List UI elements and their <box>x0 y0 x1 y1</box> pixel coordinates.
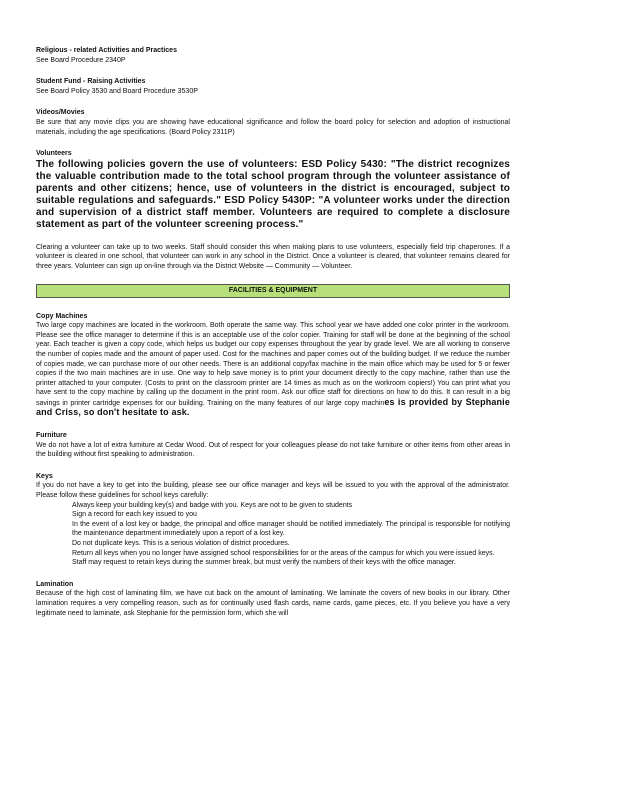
religious-heading: Religious - related Activities and Practices <box>36 47 177 54</box>
section-religious <box>36 46 510 65</box>
section-volunteers <box>36 149 510 231</box>
section-fundraising <box>36 77 510 96</box>
copy-heading: Copy Machines <box>36 312 88 320</box>
fundraising-heading: Student Fund - Raising Activities <box>36 78 146 86</box>
keys-list-item-text: In the event of a lost key or badge, the principal and office manager should be notified immediately. The principal is responsible for notifying the maintenance department immediately upon a report of a lost key. <box>72 520 510 538</box>
keys-list-item-text: Always keep your building key(s) and badge with you. Keys are not to be given to students <box>72 501 353 509</box>
furniture-heading: Furniture <box>36 432 67 440</box>
volunteers-clearing: Clearing a volunteer can take up to two weeks. Staff should consider this when making plans to use volunteers, especially field trip chaperones. If a volunteer is cleared in one school, that volunteer can work in any school in the District. Once a volunteer is cleared, that volunteer remains cleared for three years. Volunteer can sign up on-line through via the District Website — Community — Volunteer. <box>36 243 510 270</box>
keys-list-item-text: Return all keys when you no longer have assigned school responsibilities for or the areas of the campus for which you were issued keys. <box>72 549 495 557</box>
document-page <box>36 46 510 630</box>
religious-line: See Board Procedure 2340P <box>36 56 126 64</box>
keys-list-item-text: Do not duplicate keys. This is a serious violation of district procedures. <box>72 540 290 547</box>
copy-text: Two large copy machines are located in the workroom. Both operate the same way. This school year we have added one color printer in the workroom. Please see the office manager to determine if this is an acceptable use of the color copier. Training for staff will be done at the beginning of the school year. Each teacher is given a copy code, which helps us budget our copy expenses throughout the year by grade level. We are all working to conserve the number of copies made and the amount of paper used. Cost for the machines and paper comes out of the building budget. If we reduce the number of copies made, we can purchase more of our other needs. There is an additional copy/fax machine in the main office which may be used for 5 or fewer copies if the two main machines are in use. One way to help save money is to print your document directly to the copy machine, rather than use the printer attached to your computer. (Costs to print on the classroom printer are 14 times as much as on the workroom copiers!) You can print what you have sent to the copy machine by calling up the document in the print room. Ask our office staff for directions on how to do this. It can result in a big savings in printer cartridge expenses for our building. Training on the many features of our large copy machin <box>36 322 510 407</box>
fundraising-line: See Board Policy 3530 and Board Procedure 3530P <box>36 87 198 95</box>
videos-text: Be sure that any movie clips you are showing have educational significance and follow the board policy for selection and adoption of instructional materials, including the age specifications. (Board Policy 2311P) <box>36 118 510 136</box>
furniture-text: We do not have a lot of extra furniture at Cedar Wood. Out of respect for your colleagues please do not take furniture or other items from other areas in the building without first speaking to administration. <box>36 441 510 459</box>
videos-heading: Videos/Movies <box>36 109 85 117</box>
section-volunteer-clearing <box>36 243 510 272</box>
keys-list-item <box>36 558 510 568</box>
section-keys <box>36 472 510 568</box>
copy-text-tail: es is provided by Stephanie and Criss, so don't hesitate to ask. <box>36 396 510 418</box>
keys-list-item-text: Staff may request to retain keys during the summer break, but must verify the numbers of their keys with the office manager. <box>72 559 456 567</box>
keys-list-item <box>36 549 510 559</box>
keys-guidelines-list <box>36 501 510 568</box>
volunteers-policy: The following policies govern the use of volunteers: ESD Policy 5430: "The district recognizes the valuable contribution made to the total school program through the volunteer assistance of parents and other citizens; hence, use of volunteers in the district is encouraged, subject to suitable regulations and safeguards." ESD Policy 5430P: "A volunteer works under the direction and supervision of a district staff member. Volunteers are required to complete a disclosure statement as part of the volunteer screening process." <box>36 158 510 230</box>
lamination-text: Because of the high cost of laminating film, we have cut back on the amount of laminating. We laminate the covers of new books in our library. Other lamination requires a very compelling reason, such as for continually used flash cards, name cards, game pieces, etc. If you believe you have a very legitimate need to laminate, ask Stephanie for the permission form, which she will <box>36 590 510 617</box>
facilities-equipment-banner: FACILITIES & EQUIPMENT <box>36 284 510 298</box>
keys-list-item <box>36 539 510 549</box>
section-copy-machines <box>36 312 510 420</box>
keys-heading: Keys <box>36 472 53 480</box>
keys-intro: If you do not have a key to get into the building, please see our office manager and keys will be issued to you with the approval of the administrator. Please follow these guidelines for school keys carefully: <box>36 482 510 500</box>
keys-list-item <box>36 520 510 539</box>
volunteers-heading: Volunteers <box>36 150 72 158</box>
section-lamination <box>36 580 510 618</box>
keys-list-item-text: Sign a record for each key issued to you <box>72 511 197 519</box>
lamination-heading: Lamination <box>36 580 74 588</box>
section-videos <box>36 108 510 137</box>
section-furniture <box>36 431 510 460</box>
copy-paragraph <box>36 321 510 419</box>
keys-list-item <box>36 501 510 511</box>
keys-list-item <box>36 510 510 520</box>
